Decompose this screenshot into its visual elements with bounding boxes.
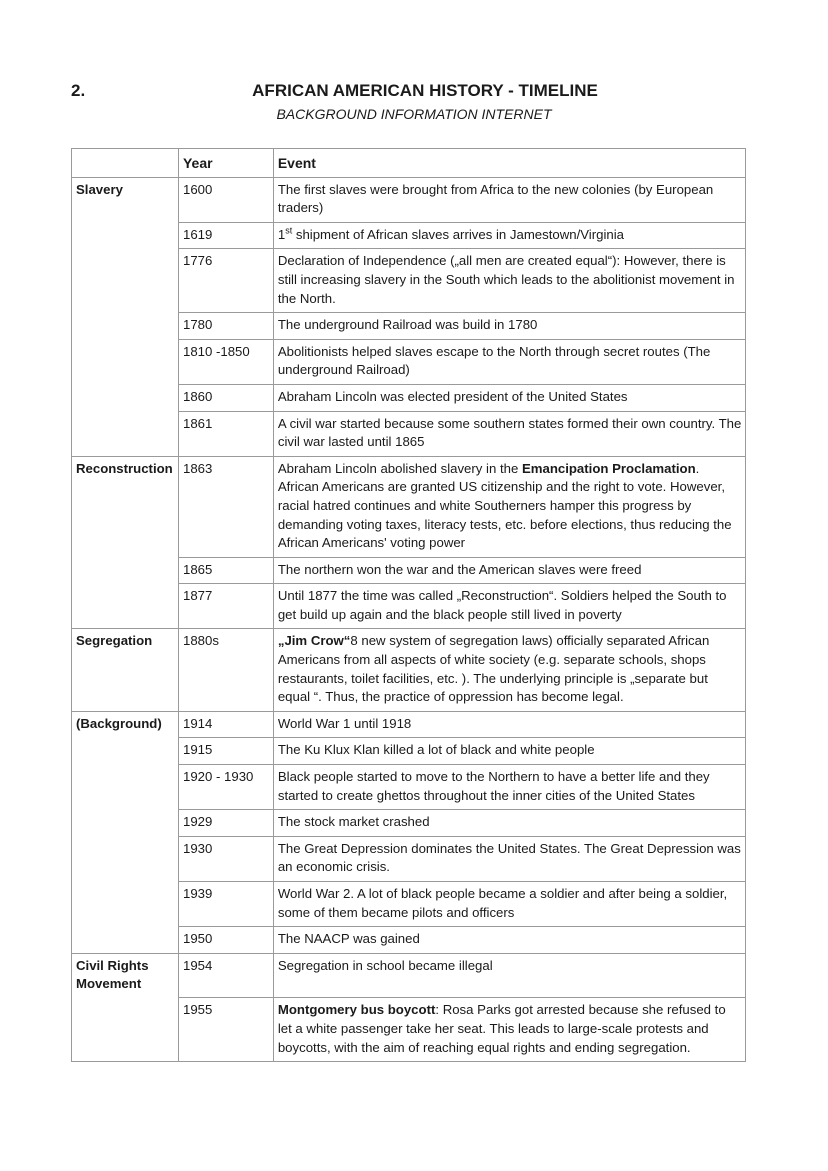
table-row <box>72 738 746 765</box>
era-cell <box>72 738 179 765</box>
year-cell: 1810 -1850 <box>178 339 273 384</box>
page-title: AFRICAN AMERICAN HISTORY - TIMELINE <box>252 81 598 100</box>
era-cell: Segregation <box>72 629 179 711</box>
event-superscript: st <box>285 225 293 236</box>
table-row <box>72 177 746 222</box>
era-cell: Civil Rights Movement <box>72 953 179 998</box>
event-cell: Until 1877 the time was called „Reconstruction“. Soldiers helped the South to get build up again and the black people still lived in poverty <box>273 584 745 629</box>
header-event: Event <box>273 149 745 178</box>
table-row <box>72 882 746 927</box>
table-row <box>72 384 746 411</box>
event-bold-text: Emancipation Proclamation <box>521 460 696 476</box>
era-cell <box>72 557 179 584</box>
era-cell <box>72 836 179 881</box>
event-cell: Segregation in school became illegal <box>273 953 745 998</box>
table-row <box>72 836 746 881</box>
year-cell: 1877 <box>178 584 273 629</box>
year-cell: 1929 <box>178 810 273 837</box>
year-cell: 1780 <box>178 313 273 340</box>
event-cell: The stock market crashed <box>273 810 745 837</box>
event-text: . African Americans are granted US citizenship and the right to vote. However, racial hatred continues and white Southerners hamper this progress by demanding voting taxes, literacy tests, etc. before elections, thus reducing the African Americans' voting power <box>277 460 732 551</box>
table-row <box>72 765 746 810</box>
year-cell: 1955 <box>178 998 273 1062</box>
event-cell: Declaration of Independence („all men are created equal“): However, there is still increasing slavery in the South which leads to the abolitionist movement in the North. <box>273 249 745 313</box>
event-text: Abraham Lincoln abolished slavery in the <box>277 460 522 476</box>
header-year: Year <box>178 149 273 178</box>
section-number: 2. <box>71 81 86 100</box>
event-bold-text: „Jim Crow“ <box>277 633 351 649</box>
event-text: shipment of African slaves arrives in Jamestown/Virginia <box>292 226 624 242</box>
era-cell <box>72 411 179 456</box>
era-cell <box>72 810 179 837</box>
era-cell <box>72 339 179 384</box>
year-cell: 1920 - 1930 <box>178 765 273 810</box>
era-cell <box>72 765 179 810</box>
header-era <box>72 149 179 178</box>
era-cell <box>72 927 179 954</box>
event-cell: Abolitionists helped slaves escape to the North through secret routes (The underground Railroad) <box>273 339 745 384</box>
event-cell: The Ku Klux Klan killed a lot of black and white people <box>273 738 745 765</box>
event-cell <box>273 629 745 711</box>
year-cell: 1776 <box>178 249 273 313</box>
timeline-table <box>71 148 746 1062</box>
year-cell: 1863 <box>178 456 273 557</box>
year-cell: 1914 <box>178 711 273 738</box>
event-cell: The first slaves were brought from Africa to the new colonies (by European traders) <box>273 177 745 222</box>
event-text: 1 <box>277 226 286 242</box>
table-row <box>72 313 746 340</box>
table-row <box>72 339 746 384</box>
era-cell <box>72 882 179 927</box>
year-cell: 1865 <box>178 557 273 584</box>
table-row <box>72 411 746 456</box>
table-row <box>72 998 746 1062</box>
table-row <box>72 711 746 738</box>
event-cell <box>273 456 745 557</box>
event-cell <box>273 998 745 1062</box>
table-row <box>72 222 746 249</box>
event-cell <box>273 222 745 249</box>
year-cell: 1954 <box>178 953 273 998</box>
event-cell: The underground Railroad was build in 1780 <box>273 313 745 340</box>
table-row <box>72 456 746 557</box>
event-cell: The NAACP was gained <box>273 927 745 954</box>
era-cell <box>72 998 179 1062</box>
table-row <box>72 557 746 584</box>
year-cell: 1880s <box>178 629 273 711</box>
event-cell: Black people started to move to the Northern to have a better life and they started to create ghettos throughout the inner cities of the United States <box>273 765 745 810</box>
event-cell: Abraham Lincoln was elected president of the United States <box>273 384 745 411</box>
year-cell: 1600 <box>178 177 273 222</box>
page-subtitle: BACKGROUND INFORMATION INTERNET <box>276 106 552 122</box>
year-cell: 1915 <box>178 738 273 765</box>
year-cell: 1861 <box>178 411 273 456</box>
year-cell: 1619 <box>178 222 273 249</box>
era-cell: Slavery <box>72 177 179 222</box>
table-row <box>72 249 746 313</box>
year-cell: 1930 <box>178 836 273 881</box>
table-row <box>72 584 746 629</box>
table-row <box>72 927 746 954</box>
table-row <box>72 629 746 711</box>
table-row <box>72 810 746 837</box>
event-cell: The northern won the war and the American slaves were freed <box>273 557 745 584</box>
event-cell: The Great Depression dominates the United States. The Great Depression was an economic crisis. <box>273 836 745 881</box>
event-text: : Rosa Parks got arrested because she refused to let a white passenger take her seat. This leads to large-scale protests and boycotts, with the aim of reaching equal rights and ending segregation. <box>277 1002 726 1055</box>
table-header-row <box>72 149 746 178</box>
era-cell <box>72 313 179 340</box>
year-cell: 1860 <box>178 384 273 411</box>
era-cell <box>72 249 179 313</box>
era-cell: (Background) <box>72 711 179 738</box>
era-cell: Reconstruction <box>72 456 179 557</box>
table-row <box>72 953 746 998</box>
year-cell: 1939 <box>178 882 273 927</box>
event-bold-text: Montgomery bus boycott <box>277 1002 436 1018</box>
era-cell <box>72 584 179 629</box>
era-cell <box>72 222 179 249</box>
event-text: 8 new system of segregation laws) officially separated African Americans from all aspects of white society (e.g. separate schools, shops restaurants, toilet facilities, etc. ). The underlying principle is „separate but equal “. Thus, the practice of oppression has become legal. <box>277 633 710 705</box>
era-cell <box>72 384 179 411</box>
event-cell: World War 2. A lot of black people became a soldier and after being a soldier, some of them became pilots and officers <box>273 882 745 927</box>
event-cell: A civil war started because some southern states formed their own country. The civil war lasted until 1865 <box>273 411 745 456</box>
event-cell: World War 1 until 1918 <box>273 711 745 738</box>
year-cell: 1950 <box>178 927 273 954</box>
